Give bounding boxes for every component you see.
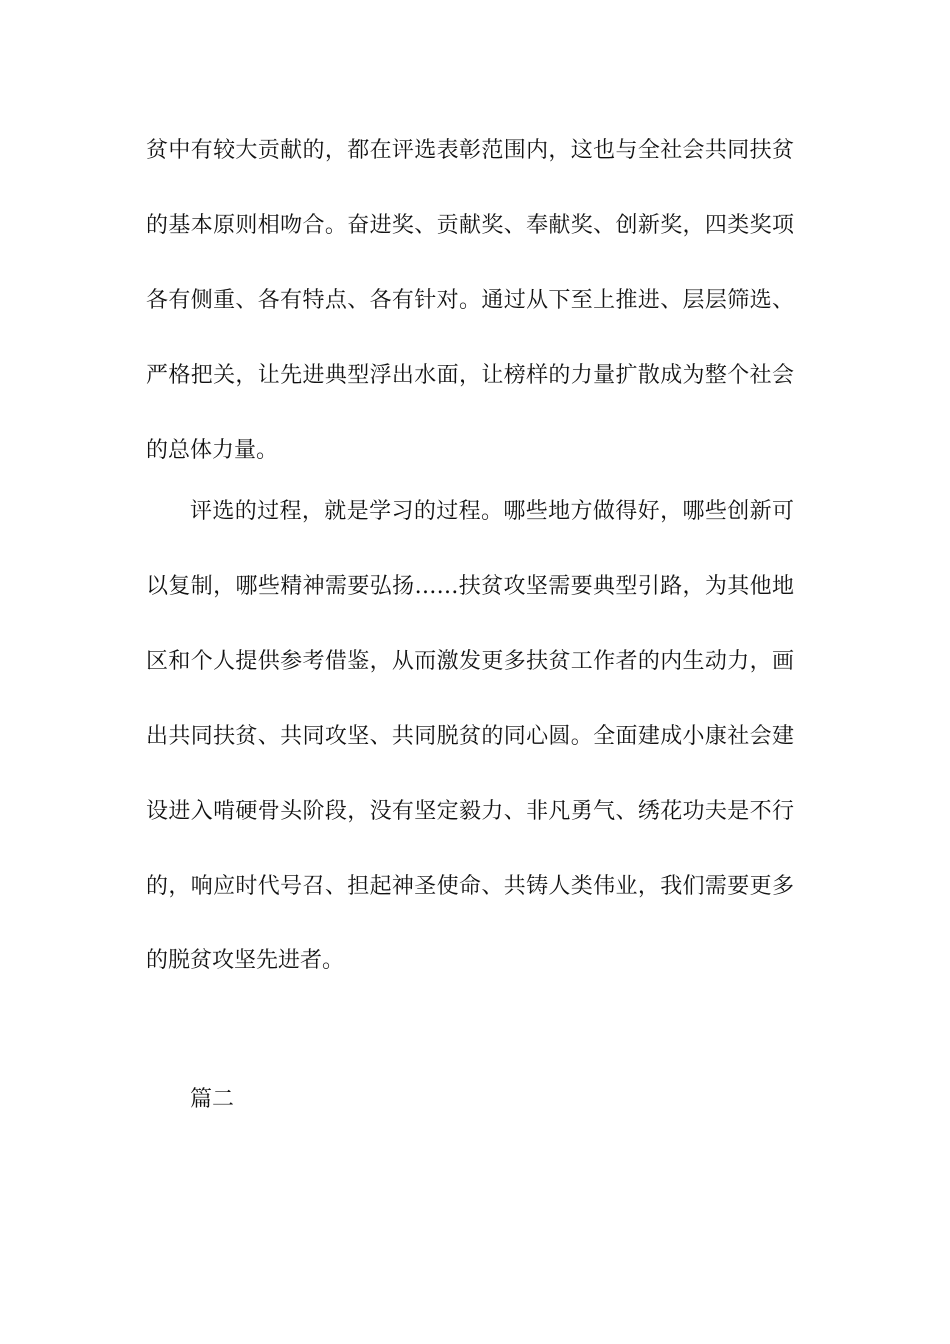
paragraph-2-line-4: 出共同扶贫、共同攻坚、共同脱贫的同心圆。全面建成小康社会建 [146,724,794,749]
paragraph-1-line-5: 的总体力量。 [146,438,279,463]
paragraph-1-line-3: 各有侧重、各有特点、各有针对。通过从下至上推进、层层筛选、 [146,288,794,313]
paragraph-2-line-6: 的，响应时代号召、担起神圣使命、共铸人类伟业，我们需要更多 [146,874,794,899]
paragraph-1-line-4: 严格把关，让先进典型浮出水面，让榜样的力量扩散成为整个社会 [146,363,794,388]
paragraph-2-line-1: 评选的过程，就是学习的过程。哪些地方做得好，哪些创新可 [190,499,794,524]
paragraph-2-line-2: 以复制，哪些精神需要弘扬……扶贫攻坚需要典型引路，为其他地 [146,574,794,599]
section-heading: 篇二 [190,1087,235,1112]
paragraph-2-line-7: 的脱贫攻坚先进者。 [146,948,345,973]
paragraph-1-line-1: 贫中有较大贡献的，都在评选表彰范围内，这也与全社会共同扶贫 [146,138,794,163]
paragraph-2-line-3: 区和个人提供参考借鉴，从而激发更多扶贫工作者的内生动力，画 [146,649,794,674]
paragraph-1-line-2: 的基本原则相吻合。奋进奖、贡献奖、奉献奖、创新奖，四类奖项 [146,213,794,238]
paragraph-2-line-5: 设进入啃硬骨头阶段，没有坚定毅力、非凡勇气、绣花功夫是不行 [146,799,794,824]
